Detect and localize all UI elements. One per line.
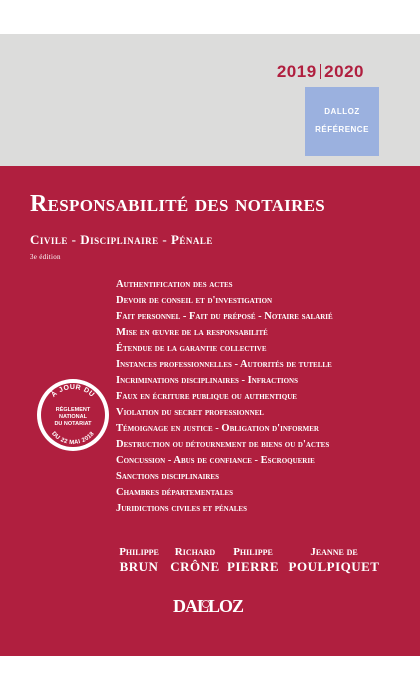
- topic-item: Violation du secret professionnel: [116, 407, 264, 418]
- edition-number: 3e édition: [30, 253, 61, 261]
- author-last-name: POULPIQUET: [288, 559, 380, 574]
- topic-item: Chambres départementales: [116, 487, 234, 498]
- update-seal: [37, 379, 109, 451]
- edition-years: [277, 62, 364, 82]
- seal-line-4: DU NOTARIAT: [54, 421, 92, 427]
- topic-item: Mise en œuvre de la responsabilité: [116, 327, 268, 338]
- book-title: Responsabilité des notaires: [30, 191, 326, 217]
- topic-item: Concussion - Abus de confiance - Escroquerie: [116, 455, 315, 466]
- year-start: 2019: [276, 62, 317, 81]
- author-first-name: Jeanne de: [310, 546, 358, 558]
- topic-item: Instances professionnelles - Autorités de tutelle: [116, 359, 332, 370]
- seal-line-2: RÈGLEMENT: [55, 407, 91, 413]
- badge-brand: DALLOZ: [324, 107, 360, 116]
- publisher-name: DALLOZ: [172, 596, 244, 615]
- topic-item: Étendue de la garantie collective: [116, 343, 267, 354]
- year-separator: [320, 64, 322, 79]
- seal-text-graphic: [37, 379, 109, 451]
- seal-line-top: À JOUR DU: [50, 383, 96, 399]
- bottom-band: [0, 656, 420, 690]
- author-last-name: CRÔNE: [170, 559, 220, 574]
- topic-item: Juridictions civiles et pénales: [116, 503, 247, 514]
- svg-text:DU 22 MAI 2018: [50, 431, 96, 446]
- author: [170, 545, 220, 575]
- topic-item: Incriminations disciplinaires - Infractions: [116, 375, 298, 386]
- collection-badge: [305, 87, 379, 156]
- topic-item: Sanctions disciplinaires: [116, 471, 219, 482]
- seal-line-3: NATIONAL: [58, 414, 88, 420]
- topic-item: Faux en écriture publique ou authentique: [116, 391, 297, 402]
- author: [288, 545, 380, 575]
- author-last-name: BRUN: [119, 559, 159, 574]
- author: [116, 545, 162, 575]
- svg-text:À JOUR DU: [49, 384, 96, 399]
- author: [226, 545, 280, 575]
- badge-collection: RÉFÉRENCE: [315, 125, 369, 134]
- book-subtitle: Civile - Disciplinaire - Pénale: [30, 232, 213, 247]
- year-end: 2020: [324, 62, 364, 81]
- topic-item: Témoignage en justice - Obligation d'informer: [116, 423, 319, 434]
- topics-list: [116, 277, 333, 517]
- topic-item: Authentification des actes: [116, 279, 233, 290]
- author-first-name: Richard: [174, 546, 216, 558]
- dalloz-logo: [0, 595, 420, 615]
- topic-item: Destruction ou détournement de biens ou d'actes: [116, 439, 330, 450]
- author-first-name: Philippe: [119, 546, 159, 558]
- author-last-name: PIERRE: [226, 559, 280, 574]
- topic-item: Devoir de conseil et d'investigation: [116, 295, 273, 306]
- topic-item: Fait personnel - Fait du préposé - Notaire salarié: [116, 311, 333, 322]
- seal-line-bottom: DU 22 MAI 2018: [50, 430, 96, 447]
- author-first-name: Philippe: [233, 546, 273, 558]
